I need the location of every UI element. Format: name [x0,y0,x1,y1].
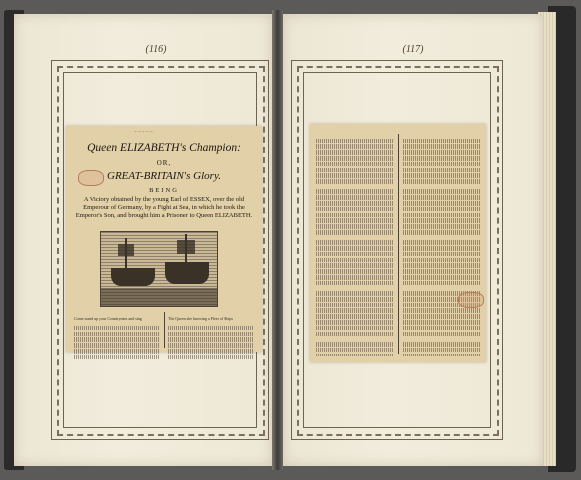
ship-hull-right [165,262,209,284]
handwritten-note: ~ ~ ~ ~ ~ [134,130,153,135]
verse-column-right [168,312,254,365]
broadside-title: Queen ELIZABETH's Champion: [87,142,241,154]
library-stamp-right [458,292,484,308]
broadside-description: A Victory obtained by the young Earl of ESSEX, over the old Emperour of Germany, by a Fight at Sea, in which he took the Emperor's Son, and brought him a Prisoner to Queen ELIZABETH. [75,196,253,219]
broadside-or: OR, [156,159,172,167]
right-page [283,14,543,466]
continuation-column-divider [398,134,399,354]
continuation-verse-right [403,134,481,356]
continuation-verse-left [316,134,394,356]
broadside-subtitle-title: GREAT-BRITAIN's Glory. [107,170,221,182]
ship-hull-left [111,268,155,286]
broadside-continuation-sheet [310,124,486,362]
broadside-sheet [66,126,262,352]
left-page-number: (116) [145,44,167,55]
ship-woodcut [100,231,218,307]
verse-left-opening: Come stand up your Countrymen and sing [74,315,142,321]
verse-right-opening: The Queen she knowing a Fleet of Ships [168,315,233,321]
broadside-being: BEING [149,187,179,194]
left-page [14,14,272,466]
right-page-number: (117) [402,44,424,55]
column-divider [164,312,165,348]
book-gutter [272,10,283,470]
verse-column-left [74,312,160,365]
sea-waves [101,288,217,306]
ship-sail [118,244,134,256]
ship-sail-right [177,240,195,254]
